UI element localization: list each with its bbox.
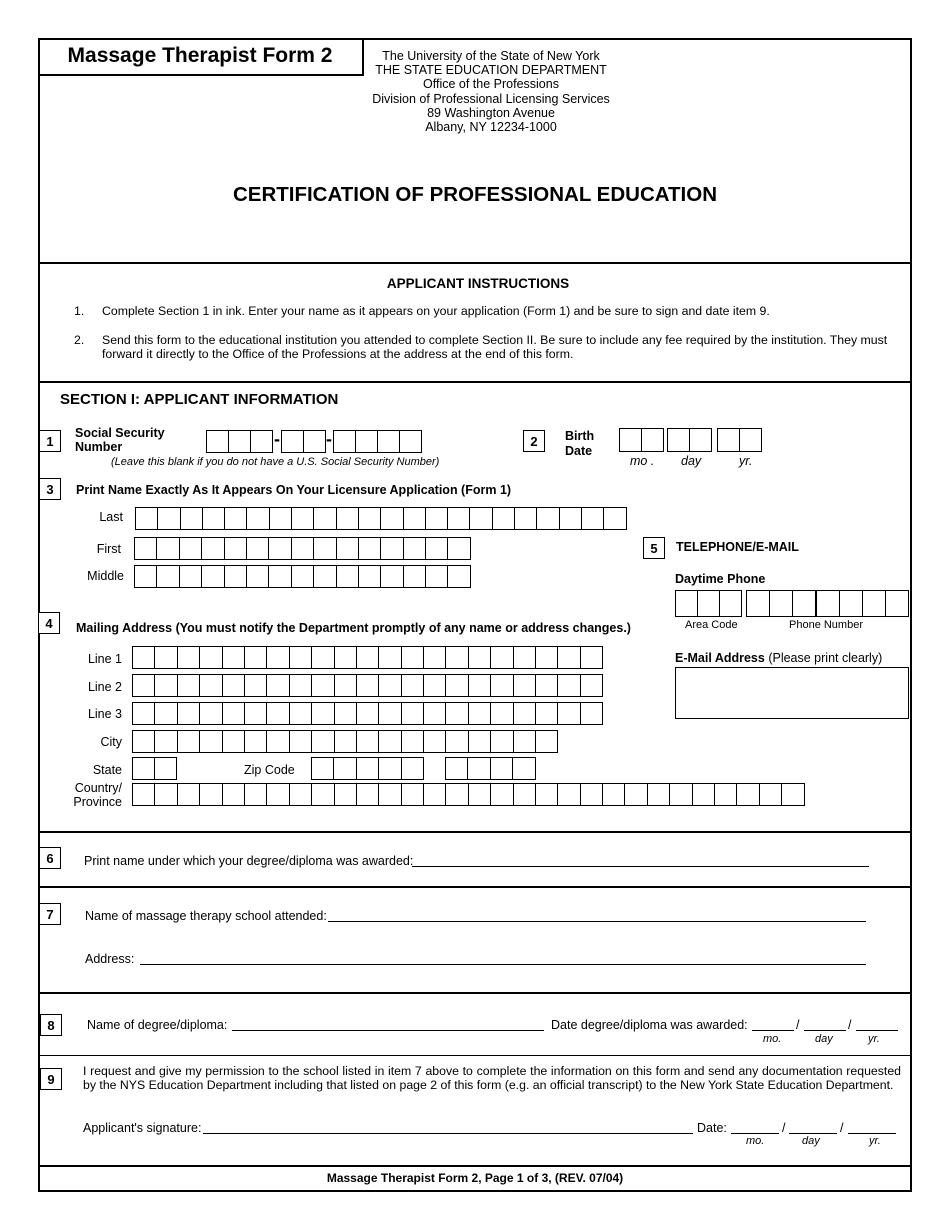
award-month-line[interactable]	[752, 1030, 794, 1031]
character-box[interactable]	[222, 674, 245, 697]
item-number: 9	[40, 1068, 62, 1090]
birth-date-label: Birth	[565, 429, 595, 443]
signature-day-line[interactable]	[789, 1133, 837, 1134]
character-box[interactable]	[447, 537, 470, 560]
last-name-boxes[interactable]	[135, 507, 627, 530]
character-box[interactable]	[222, 646, 245, 669]
character-box[interactable]	[356, 783, 379, 806]
character-box[interactable]	[378, 646, 401, 669]
character-box[interactable]	[132, 702, 155, 725]
divider-item7	[38, 992, 912, 994]
character-box[interactable]	[311, 646, 334, 669]
character-box[interactable]	[134, 565, 157, 588]
character-box[interactable]	[490, 646, 513, 669]
divider-item9	[38, 1165, 912, 1167]
character-box[interactable]	[289, 674, 312, 697]
name-label: Print Name Exactly As It Appears On Your Licensure Application (Form 1)	[76, 483, 512, 497]
character-box[interactable]	[266, 702, 289, 725]
country-label: Country/	[74, 781, 122, 795]
character-box[interactable]	[311, 702, 334, 725]
ssn-separator: -	[326, 429, 332, 449]
character-box[interactable]	[403, 537, 426, 560]
address-line2-boxes[interactable]	[132, 674, 603, 697]
ssn-label: Social Security	[75, 426, 165, 440]
character-box[interactable]	[669, 783, 692, 806]
address-line: Office of the Professions	[423, 77, 559, 92]
character-box[interactable]	[401, 783, 424, 806]
character-box[interactable]	[467, 757, 490, 780]
character-box[interactable]	[536, 507, 559, 530]
character-box[interactable]	[356, 757, 379, 780]
school-name-line[interactable]	[328, 921, 866, 922]
birth-day-boxes[interactable]	[667, 428, 712, 452]
date-slash: /	[796, 1018, 800, 1032]
character-box[interactable]	[535, 783, 558, 806]
ssn-separator: -	[274, 429, 280, 449]
birth-date-label: Date	[565, 444, 593, 458]
character-box[interactable]	[179, 565, 202, 588]
character-box[interactable]	[423, 783, 446, 806]
character-box[interactable]	[246, 565, 269, 588]
section-heading: SECTION I: APPLICANT INFORMATION	[60, 391, 339, 408]
character-box[interactable]	[311, 674, 334, 697]
character-box[interactable]	[334, 702, 357, 725]
form-title: Massage Therapist Form 2	[38, 38, 364, 76]
signature-year-line[interactable]	[848, 1133, 896, 1134]
character-box[interactable]	[445, 783, 468, 806]
character-box[interactable]	[624, 783, 647, 806]
signature-date-label: Date:	[697, 1121, 727, 1135]
character-box[interactable]	[199, 783, 222, 806]
degree-diploma-line[interactable]	[232, 1030, 544, 1031]
state-label: State	[92, 763, 122, 777]
mailing-address-title: Mailing Address	[76, 621, 173, 635]
birth-year-boxes[interactable]	[717, 428, 762, 452]
first-name-label: First	[96, 542, 121, 556]
item-number: 5	[643, 537, 665, 559]
character-box[interactable]	[557, 783, 580, 806]
phone-number-caption: Phone Number	[789, 619, 863, 631]
address-line1-label: Line 1	[87, 652, 122, 666]
character-box[interactable]	[692, 783, 715, 806]
character-box[interactable]	[334, 646, 357, 669]
character-box[interactable]	[468, 702, 491, 725]
character-box[interactable]	[535, 730, 558, 753]
character-box[interactable]	[311, 730, 334, 753]
divider-header	[38, 262, 912, 264]
character-box[interactable]	[179, 537, 202, 560]
zip-label: Zip Code	[244, 763, 295, 777]
ssn-boxes-2[interactable]	[281, 430, 326, 453]
character-box[interactable]	[244, 646, 267, 669]
phone-line-boxes[interactable]	[816, 590, 909, 617]
ssn-boxes-1[interactable]	[206, 430, 273, 453]
character-box[interactable]	[132, 646, 155, 669]
country-boxes[interactable]	[132, 783, 603, 806]
instruction-text: Send this form to the educational institution you attended to complete Section II. Be sure to include any fee required by the institution. They must forward it directly to the Office of the Professions at the address at the end of this form.	[102, 333, 888, 362]
daytime-phone-label: Daytime Phone	[675, 572, 766, 586]
character-box[interactable]	[224, 537, 247, 560]
email-note: (Please print clearly)	[764, 651, 883, 665]
character-box[interactable]	[380, 507, 403, 530]
character-box[interactable]	[423, 702, 446, 725]
character-box[interactable]	[378, 702, 401, 725]
character-box[interactable]	[154, 783, 177, 806]
character-box[interactable]	[177, 783, 200, 806]
page-title: CERTIFICATION OF PROFESSIONAL EDUCATION	[232, 183, 718, 206]
phone-prefix-boxes[interactable]	[746, 590, 816, 617]
character-box[interactable]	[224, 565, 247, 588]
character-box[interactable]	[244, 730, 267, 753]
signature-label: Applicant's signature:	[83, 1121, 202, 1135]
item-number: 2	[523, 430, 545, 452]
month-caption: mo.	[763, 1033, 782, 1045]
mailing-address-label	[76, 621, 631, 635]
character-box[interactable]	[423, 674, 446, 697]
character-box[interactable]	[423, 730, 446, 753]
character-box[interactable]	[378, 674, 401, 697]
character-box[interactable]	[714, 783, 737, 806]
divider-section1	[38, 831, 912, 833]
character-box[interactable]	[557, 646, 580, 669]
character-box[interactable]	[268, 537, 291, 560]
character-box[interactable]	[445, 646, 468, 669]
character-box[interactable]	[154, 730, 177, 753]
character-box[interactable]	[244, 674, 267, 697]
instruction-number: 1.	[74, 304, 85, 318]
character-box[interactable]	[269, 507, 292, 530]
character-box[interactable]	[513, 730, 536, 753]
character-box[interactable]	[154, 702, 177, 725]
character-box[interactable]	[647, 783, 670, 806]
month-caption: mo.	[746, 1135, 765, 1147]
character-box[interactable]	[336, 565, 359, 588]
character-box[interactable]	[154, 646, 177, 669]
character-box[interactable]	[557, 674, 580, 697]
day-caption: day	[681, 454, 702, 468]
divider-item8	[38, 1055, 912, 1056]
email-title: E-Mail Address	[675, 651, 765, 665]
character-box[interactable]	[157, 507, 180, 530]
character-box[interactable]	[356, 730, 379, 753]
character-box[interactable]	[222, 783, 245, 806]
character-box[interactable]	[358, 507, 381, 530]
character-box[interactable]	[401, 757, 424, 780]
middle-name-boxes[interactable]	[134, 565, 471, 588]
character-box[interactable]	[199, 702, 222, 725]
character-box[interactable]	[289, 702, 312, 725]
character-box[interactable]	[177, 730, 200, 753]
address-line: Division of Professional Licensing Services	[372, 91, 610, 106]
character-box[interactable]	[356, 674, 379, 697]
telephone-email-label: TELEPHONE/E-MAIL	[676, 540, 799, 554]
character-box[interactable]	[132, 674, 155, 697]
character-box[interactable]	[222, 730, 245, 753]
character-box[interactable]	[535, 674, 558, 697]
character-box[interactable]	[311, 757, 334, 780]
character-box[interactable]	[244, 783, 267, 806]
date-slash: /	[848, 1018, 852, 1032]
character-box[interactable]	[378, 730, 401, 753]
item-number: 6	[39, 847, 61, 869]
character-box[interactable]	[513, 646, 536, 669]
address-line3-label: Line 3	[87, 707, 122, 721]
character-box[interactable]	[490, 757, 513, 780]
character-box[interactable]	[559, 507, 582, 530]
character-box[interactable]	[512, 757, 535, 780]
character-box[interactable]	[289, 646, 312, 669]
character-box[interactable]	[244, 702, 267, 725]
award-year-line[interactable]	[856, 1030, 898, 1031]
character-box[interactable]	[313, 507, 336, 530]
character-box[interactable]	[490, 730, 513, 753]
degree-name-line[interactable]	[412, 866, 869, 867]
birth-month-boxes[interactable]	[619, 428, 664, 452]
character-box[interactable]	[781, 783, 804, 806]
school-name-label: Name of massage therapy school attended:	[85, 909, 327, 923]
character-box[interactable]	[333, 757, 356, 780]
award-date-label: Date degree/diploma was awarded:	[551, 1018, 748, 1032]
character-box[interactable]	[445, 674, 468, 697]
item-number: 8	[40, 1014, 62, 1036]
page-footer: Massage Therapist Form 2, Page 1 of 3, (REV. 07/04)	[326, 1171, 624, 1185]
character-box[interactable]	[490, 783, 513, 806]
school-address-line[interactable]	[140, 964, 866, 965]
character-box[interactable]	[334, 783, 357, 806]
character-box[interactable]	[224, 507, 247, 530]
character-box[interactable]	[291, 565, 314, 588]
character-box[interactable]	[356, 646, 379, 669]
character-box[interactable]	[469, 507, 492, 530]
email-input[interactable]	[675, 667, 909, 719]
character-box[interactable]	[380, 565, 403, 588]
character-box[interactable]	[246, 507, 269, 530]
character-box[interactable]	[266, 783, 289, 806]
country-boxes-extra[interactable]	[602, 783, 805, 806]
character-box[interactable]	[180, 507, 203, 530]
character-box[interactable]	[580, 702, 603, 725]
character-box[interactable]	[423, 646, 446, 669]
character-box[interactable]	[202, 507, 225, 530]
state-boxes[interactable]	[132, 757, 177, 780]
degree-name-label: Print name under which your degree/diploma was awarded:	[84, 854, 414, 868]
character-box[interactable]	[199, 674, 222, 697]
character-box[interactable]	[313, 565, 336, 588]
instruction-text: Complete Section 1 in ink. Enter your name as it appears on your application (Form 1) and be sure to sign and date item 9.	[102, 304, 770, 318]
city-boxes[interactable]	[132, 730, 558, 753]
character-box[interactable]	[602, 783, 625, 806]
item-number: 4	[38, 612, 60, 634]
character-box[interactable]	[490, 674, 513, 697]
character-box[interactable]	[378, 783, 401, 806]
character-box[interactable]	[447, 565, 470, 588]
character-box[interactable]	[401, 674, 424, 697]
character-box[interactable]	[580, 646, 603, 669]
character-box[interactable]	[199, 730, 222, 753]
school-address-label: Address:	[85, 952, 135, 966]
address-line: 89 Washington Avenue	[427, 105, 555, 120]
character-box[interactable]	[580, 783, 603, 806]
character-box[interactable]	[557, 702, 580, 725]
character-box[interactable]	[514, 507, 537, 530]
character-box[interactable]	[535, 702, 558, 725]
character-box[interactable]	[156, 565, 179, 588]
item-number: 7	[39, 903, 61, 925]
character-box[interactable]	[154, 674, 177, 697]
character-box[interactable]	[266, 730, 289, 753]
character-box[interactable]	[580, 674, 603, 697]
character-box[interactable]	[513, 783, 536, 806]
character-box[interactable]	[401, 646, 424, 669]
character-box[interactable]	[445, 730, 468, 753]
degree-diploma-label: Name of degree/diploma:	[87, 1018, 228, 1032]
character-box[interactable]	[156, 537, 179, 560]
month-caption: mo .	[630, 454, 655, 468]
address-line: The University of the State of New York	[382, 49, 600, 63]
city-label: City	[100, 735, 122, 749]
character-box[interactable]	[132, 783, 155, 806]
character-box[interactable]	[445, 757, 468, 780]
character-box[interactable]	[581, 507, 604, 530]
character-box[interactable]	[447, 507, 470, 530]
character-box[interactable]	[311, 783, 334, 806]
ssn-boxes-3[interactable]	[333, 430, 422, 453]
date-slash: /	[840, 1121, 844, 1135]
character-box[interactable]	[132, 730, 155, 753]
character-box[interactable]	[291, 507, 314, 530]
character-box[interactable]	[358, 565, 381, 588]
zip-boxes[interactable]	[311, 757, 424, 780]
character-box[interactable]	[380, 537, 403, 560]
zip-extension-boxes[interactable]	[445, 757, 536, 780]
character-box[interactable]	[468, 783, 491, 806]
character-box[interactable]	[759, 783, 782, 806]
character-box[interactable]	[177, 646, 200, 669]
instructions-heading: APPLICANT INSTRUCTIONS	[386, 276, 570, 291]
character-box[interactable]	[425, 507, 448, 530]
divider-item6	[38, 886, 912, 888]
character-box[interactable]	[222, 702, 245, 725]
ssn-label: Number	[75, 440, 123, 454]
character-box[interactable]	[401, 702, 424, 725]
character-box[interactable]	[403, 565, 426, 588]
character-box[interactable]	[513, 674, 536, 697]
character-box[interactable]	[201, 537, 224, 560]
character-box[interactable]	[266, 646, 289, 669]
ssn-note: (Leave this blank if you do not have a U.S. Social Security Number)	[111, 456, 440, 468]
character-box[interactable]	[266, 674, 289, 697]
date-slash: /	[782, 1121, 786, 1135]
item-number: 3	[39, 478, 61, 500]
character-box[interactable]	[135, 507, 158, 530]
signature-month-line[interactable]	[731, 1133, 779, 1134]
character-box[interactable]	[492, 507, 515, 530]
character-box[interactable]	[177, 702, 200, 725]
instruction-number: 2.	[74, 333, 85, 347]
character-box[interactable]	[199, 646, 222, 669]
character-box[interactable]	[403, 507, 426, 530]
year-caption: yr.	[868, 1033, 880, 1045]
year-caption: yr.	[869, 1135, 881, 1147]
year-caption: yr.	[739, 454, 753, 468]
address-line3-boxes[interactable]	[132, 702, 603, 725]
address-line2-label: Line 2	[87, 680, 122, 694]
day-caption: day	[802, 1135, 820, 1147]
character-box[interactable]	[334, 674, 357, 697]
character-box[interactable]	[378, 757, 401, 780]
character-box[interactable]	[246, 537, 269, 560]
address-line: THE STATE EDUCATION DEPARTMENT	[375, 63, 607, 78]
middle-name-label: Middle	[87, 569, 124, 583]
character-box[interactable]	[177, 674, 200, 697]
character-box[interactable]	[468, 730, 491, 753]
character-box[interactable]	[356, 702, 379, 725]
area-code-caption: Area Code	[685, 619, 738, 631]
mailing-address-note: (You must notify the Department promptly of any name or address changes.)	[172, 621, 631, 635]
character-box[interactable]	[468, 674, 491, 697]
first-name-boxes[interactable]	[134, 537, 471, 560]
character-box[interactable]	[201, 565, 224, 588]
character-box[interactable]	[134, 537, 157, 560]
area-code-boxes[interactable]	[675, 590, 742, 617]
divider-instructions	[38, 381, 912, 383]
character-box[interactable]	[445, 702, 468, 725]
address-line1-boxes[interactable]	[132, 646, 603, 669]
address-line: Albany, NY 12234-1000	[425, 120, 557, 135]
character-box[interactable]	[425, 565, 448, 588]
character-box[interactable]	[603, 507, 626, 530]
email-label	[675, 651, 882, 665]
character-box[interactable]	[289, 783, 312, 806]
character-box[interactable]	[535, 646, 558, 669]
character-box[interactable]	[513, 702, 536, 725]
item-number: 1	[39, 430, 61, 452]
character-box[interactable]	[425, 537, 448, 560]
character-box[interactable]	[468, 646, 491, 669]
character-box[interactable]	[401, 730, 424, 753]
character-box[interactable]	[336, 507, 359, 530]
country-label: Province	[73, 795, 122, 809]
character-box[interactable]	[289, 730, 312, 753]
character-box[interactable]	[736, 783, 759, 806]
character-box[interactable]	[291, 537, 314, 560]
day-caption: day	[815, 1033, 833, 1045]
character-box[interactable]	[313, 537, 336, 560]
award-day-line[interactable]	[804, 1030, 846, 1031]
last-name-label: Last	[99, 510, 123, 524]
character-box[interactable]	[336, 537, 359, 560]
department-address	[365, 49, 617, 134]
character-box[interactable]	[334, 730, 357, 753]
character-box[interactable]	[358, 537, 381, 560]
signature-line[interactable]	[203, 1133, 693, 1134]
character-box[interactable]	[490, 702, 513, 725]
character-box[interactable]	[268, 565, 291, 588]
permission-text: I request and give my permission to the school listed in item 7 above to complete the information on this form and send any documentation requested by the NYS Education Department including that listed on page 2 of this form (e.g. an official transcript) to the New York State Education Department.	[83, 1064, 901, 1093]
